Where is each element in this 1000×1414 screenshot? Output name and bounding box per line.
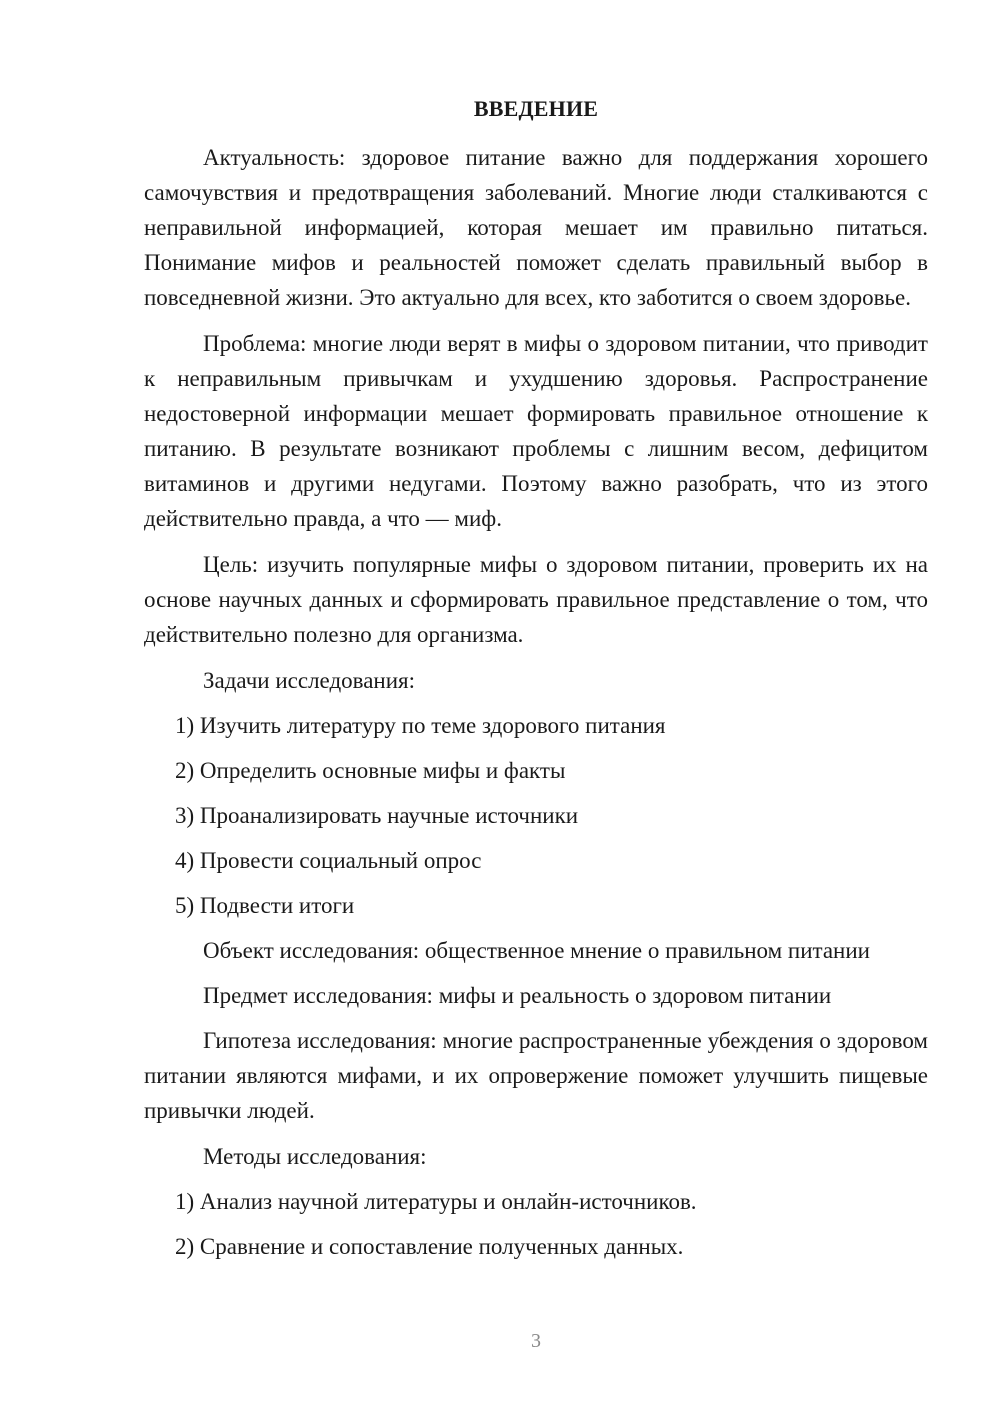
hypothesis-paragraph: Гипотеза исследования: многие распространенные убеждения о здоровом питании являются мифами, и их опровержение поможет улучшить пищевые привычки людей.: [144, 1028, 928, 1123]
research-object: Объект исследования: общественное мнение о правильном питании: [203, 938, 870, 963]
problem-paragraph: Проблема: многие люди верят в мифы о здоровом питании, что приводит к неправильным привычкам и ухудшению здоровья. Распространение недостоверной информации мешает формировать правильное отношение к питанию. В результате возникают проблемы с лишним весом, дефицитом витаминов и другими недугами. Поэтому важно разобрать, что из этого действительно правда, а что — миф.: [144, 331, 928, 531]
task-item-3: 3) Проанализировать научные источники: [175, 803, 579, 828]
task-item-1: 1) Изучить литературу по теме здорового питания: [175, 713, 666, 738]
page-number: 3: [531, 1330, 541, 1352]
method-item-2: 2) Сравнение и сопоставление полученных данных.: [175, 1234, 684, 1259]
task-item-4: 4) Провести социальный опрос: [175, 848, 482, 873]
task-item-2: 2) Определить основные мифы и факты: [175, 758, 566, 783]
section-title: ВВЕДЕНИЕ: [473, 96, 599, 121]
page-content: [144, 94, 928, 1274]
task-item-5: 5) Подвести итоги: [175, 893, 355, 918]
method-item-1: 1) Анализ научной литературы и онлайн-источников.: [175, 1189, 697, 1214]
methods-heading: Методы исследования:: [203, 1144, 427, 1169]
research-subject: Предмет исследования: мифы и реальность о здоровом питании: [203, 983, 832, 1008]
tasks-heading: Задачи исследования:: [203, 668, 416, 693]
relevance-paragraph: Актуальность: здоровое питание важно для поддержания хорошего самочувствия и предотвращения заболеваний. Многие люди сталкиваются с неправильной информацией, которая мешает им правильно питаться. Понимание мифов и реальностей поможет сделать правильный выбор в повседневной жизни. Это актуально для всех, кто заботится о своем здоровье.: [144, 145, 928, 310]
goal-paragraph: Цель: изучить популярные мифы о здоровом питании, проверить их на основе научных данных и сформировать правильное представление о том, что действительно полезно для организма.: [144, 552, 928, 647]
